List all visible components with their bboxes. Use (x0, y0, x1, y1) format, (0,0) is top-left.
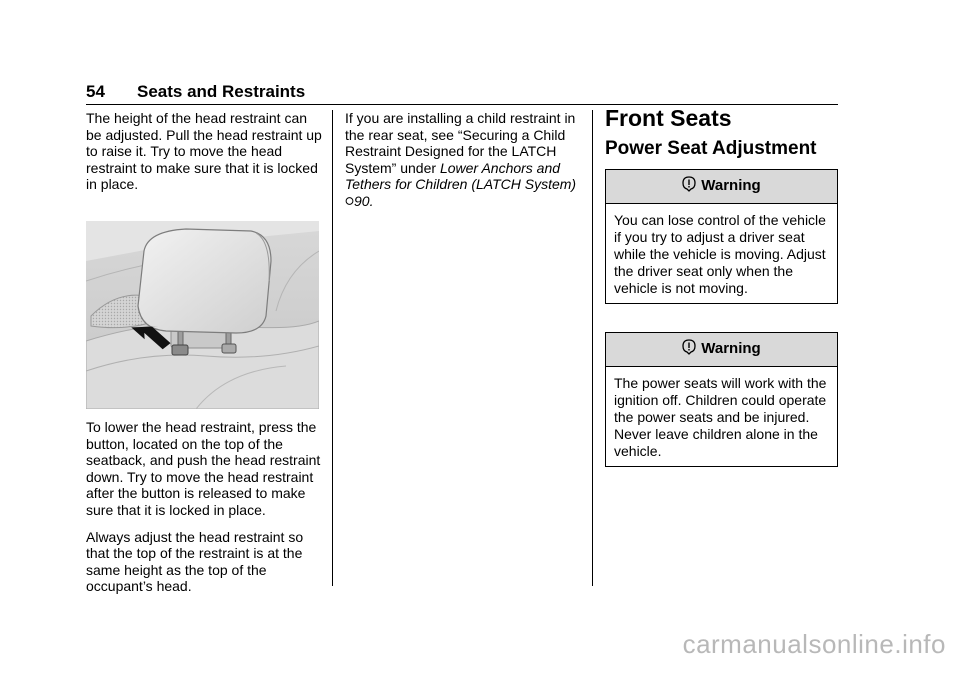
paragraph: To lower the head restraint, press the button, located on the top of the seatback, and push the head restraint down. Try to move the head restraint after the button is released to make sure that it is locked in place. (86, 418, 321, 518)
column-divider (332, 110, 333, 586)
page-header (86, 82, 838, 105)
paragraph-text: . (369, 192, 374, 209)
warning-header (606, 170, 837, 204)
watermark: carmanualsonline.info (682, 629, 946, 659)
page-number: 54 (86, 82, 105, 101)
warning-label: Warning (701, 177, 761, 195)
heading-power-seat-adjustment: Power Seat Adjustment (605, 137, 817, 159)
page-reference-icon (345, 193, 354, 209)
heading-front-seats: Front Seats (605, 105, 732, 131)
warning-text: You can lose control of the vehicle if you try to adjust a driver seat while the vehicle is moving. Adjust the driver seat only when the vehicle is not moving. (614, 212, 826, 297)
column-divider (592, 110, 593, 586)
column-right (605, 105, 838, 495)
paragraph: The height of the head restraint can be adjusted. Pull the head restraint up to raise it. Try to move the head restraint to make sure that it is locked in place. (86, 110, 322, 193)
page-reference-number[interactable]: 90 (354, 192, 370, 209)
head-restraint-illustration (86, 221, 319, 409)
warning-label: Warning (701, 340, 761, 358)
paragraph-text: If you are installing a child restraint in the rear seat, see “Securing a Child Restraint Designed for the LATCH System” under (345, 110, 576, 176)
paragraph (345, 110, 581, 210)
section-title: Seats and Restraints (137, 82, 306, 101)
warning-box (605, 169, 838, 304)
warning-box (605, 332, 838, 467)
column-middle (345, 110, 581, 220)
warning-header (606, 333, 837, 367)
warning-text: The power seats will work with the ignition off. Children could operate the power seats and be injured. Never leave children alone in the vehicle. (614, 375, 827, 460)
warning-icon (682, 176, 696, 197)
paragraph: Always adjust the head restraint so that the top of the restraint is at the same height as the top of the occupant’s head. (86, 528, 304, 595)
warning-icon (682, 339, 696, 360)
cross-reference-link[interactable]: Lower Anchors and Tethers for Children (LATCH System) (345, 159, 577, 193)
column-left (86, 110, 322, 605)
